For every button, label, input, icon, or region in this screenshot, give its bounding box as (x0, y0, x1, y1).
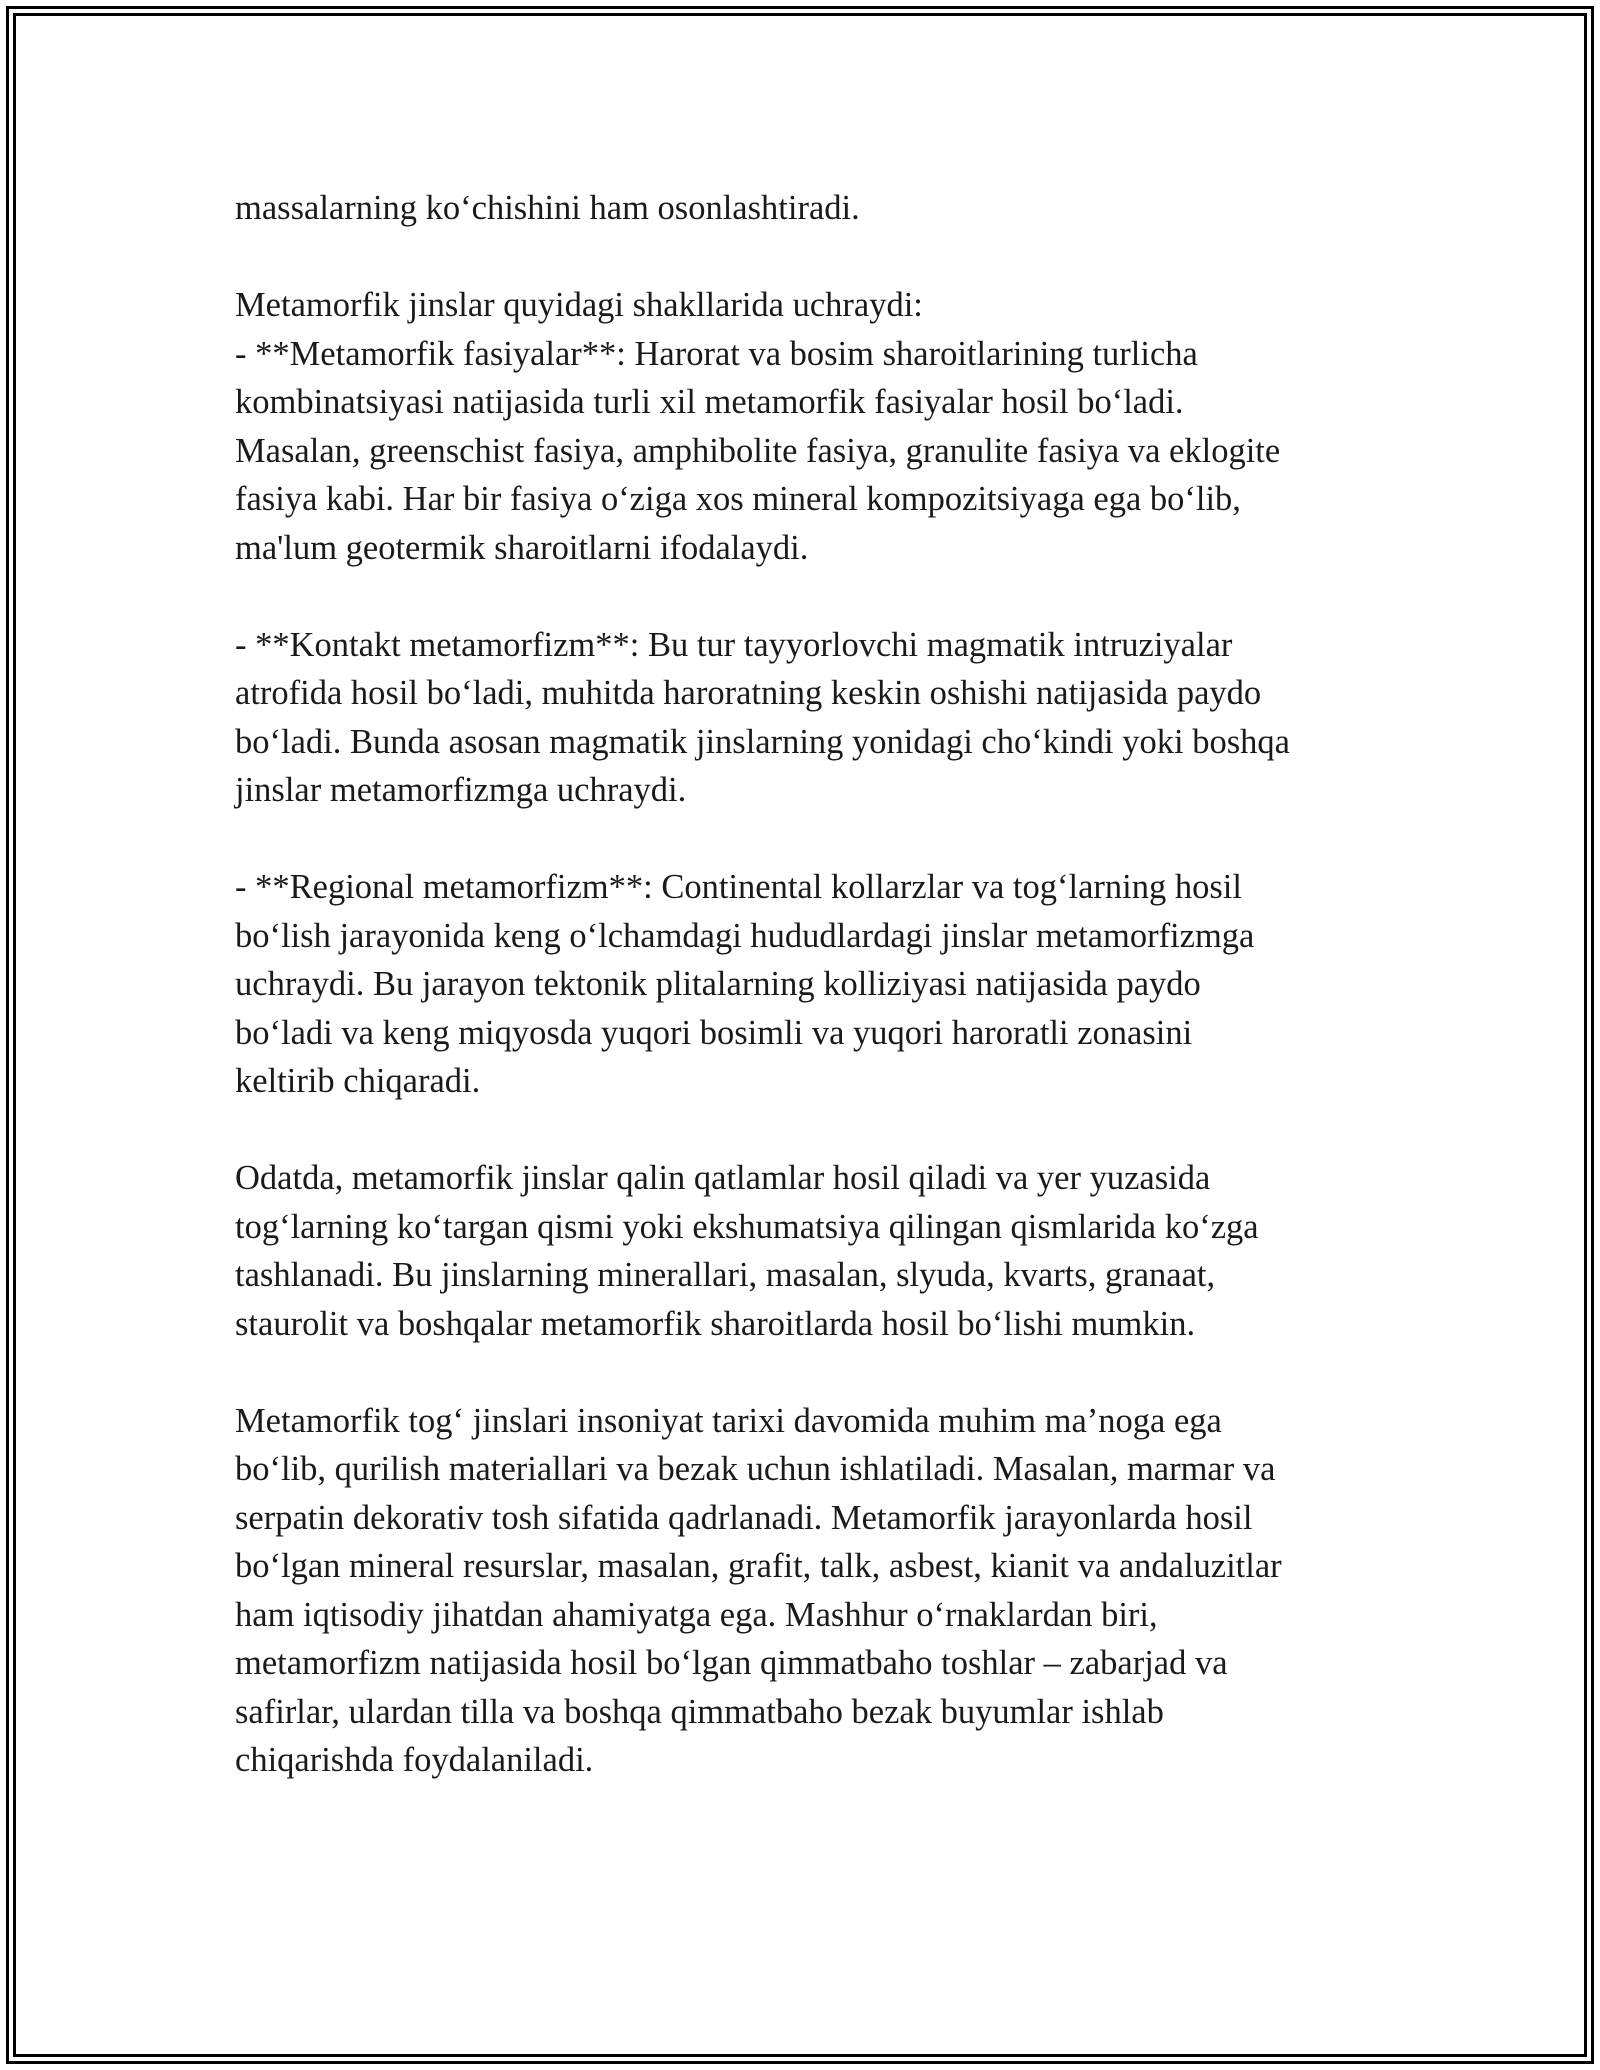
text-line: tashlanadi. Bu jinslarning minerallari, masalan, slyuda, kvarts, granaat, (235, 1256, 1216, 1294)
paragraph-3 (235, 621, 1365, 815)
text-line: serpatin dekorativ tosh sifatida qadrlanadi. Metamorfik jarayonlarda hosil (235, 1498, 1253, 1537)
text-line: bo‘lgan mineral resurslar, masalan, grafit, talk, asbest, kianit va andaluzitlar (235, 1547, 1282, 1585)
text-line: jinslar metamorfizmga uchraydi. (235, 771, 687, 809)
text-line: Metamorfik tog‘ jinslari insoniyat tarixi davomida muhim ma’noga ega (235, 1401, 1222, 1440)
text-line: bo‘lish jarayonida keng o‘lchamdagi hududlardagi jinslar metamorfizmga (235, 916, 1255, 955)
text-line: fasiya kabi. Har bir fasiya o‘ziga xos mineral kompozitsiyaga ega bo‘lib, (235, 480, 1241, 518)
text-line: massalarning ko‘chishini ham osonlashtiradi. (235, 189, 860, 227)
text-line: kombinatsiyasi natijasida turli xil metamorfik fasiyalar hosil bo‘ladi. (235, 383, 1184, 421)
text-line: - **Kontakt metamorfizm**: Bu tur tayyorlovchi magmatik intruziyalar (235, 625, 1233, 664)
text-line: metamorfizm natijasida hosil bo‘lgan qimmatbaho toshlar – zabarjad va (235, 1644, 1228, 1682)
text-line: chiqarishda foydalaniladi. (235, 1741, 594, 1779)
text-line: bo‘ladi va keng miqyosda yuqori bosimli va yuqori haroratli zonasini (235, 1013, 1193, 1052)
text-line: Odatda, metamorfik jinslar qalin qatlamlar hosil qiladi va yer yuzasida (235, 1159, 1211, 1197)
text-line: - **Regional metamorfizm**: Continental kollarzlar va tog‘larning hosil (235, 868, 1242, 906)
text-line: staurolit va boshqalar metamorfik sharoitlarda hosil bo‘lishi mumkin. (235, 1304, 1196, 1343)
paragraph-6 (235, 1397, 1365, 1785)
paragraph-5 (235, 1154, 1365, 1348)
text-line: Masalan, greenschist fasiya, amphibolite fasiya, granulite fasiya va eklogite (235, 431, 1281, 470)
document-body (235, 184, 1365, 1833)
text-line: - **Metamorfik fasiyalar**: Harorat va bosim sharoitlarining turlicha (235, 334, 1198, 373)
text-line: ham iqtisodiy jihatdan ahamiyatga ega. Mashhur o‘rnaklardan biri, (235, 1595, 1158, 1634)
paragraph-2 (235, 281, 1365, 572)
text-line: Metamorfik jinslar quyidagi shakllarida uchraydi: (235, 286, 923, 324)
text-line: keltirib chiqaradi. (235, 1062, 481, 1100)
text-line: tog‘larning ko‘targan qismi yoki ekshumatsiya qilingan qismlarida ko‘zga (235, 1207, 1259, 1246)
paragraph-4 (235, 863, 1365, 1106)
text-line: bo‘lib, qurilish materiallari va bezak uchun ishlatiladi. Masalan, marmar va (235, 1450, 1276, 1488)
text-line: safirlar, ulardan tilla va boshqa qimmatbaho bezak buyumlar ishlab (235, 1692, 1164, 1731)
text-line: ma'lum geotermik sharoitlarni ifodalaydi. (235, 528, 809, 567)
paragraph-1 (235, 184, 1365, 233)
text-line: uchraydi. Bu jarayon tektonik plitalarning kolliziyasi natijasida paydo (235, 965, 1201, 1003)
text-line: bo‘ladi. Bunda asosan magmatik jinslarning yonidagi cho‘kindi yoki boshqa (235, 722, 1290, 761)
text-line: atrofida hosil bo‘ladi, muhitda haroratning keskin oshishi natijasida paydo (235, 674, 1262, 712)
